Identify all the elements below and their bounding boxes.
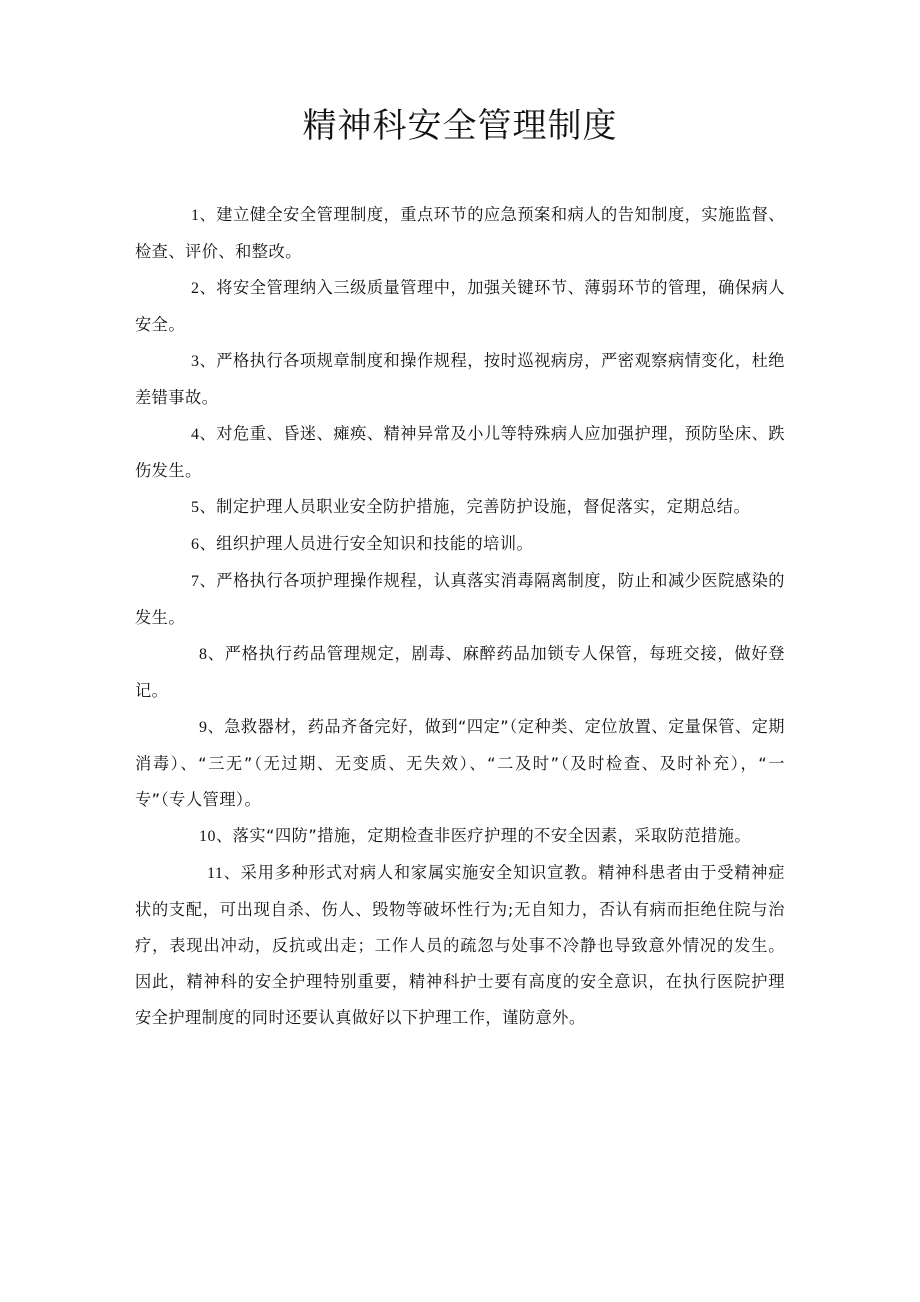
paragraph-text: 、对危重、昏迷、瘫痪、精神异常及小儿等特殊病人应加强护理，预防坠床、跌伤发生。 [135, 424, 785, 480]
paragraph-number: 4 [191, 426, 200, 443]
paragraph-1 [135, 197, 785, 270]
paragraph-number: 10 [199, 828, 216, 845]
paragraph-number: 6 [191, 536, 200, 553]
paragraph-8 [135, 636, 785, 709]
paragraph-7 [135, 563, 785, 636]
paragraph-number: 1 [191, 207, 200, 224]
paragraph-number: 3 [191, 353, 200, 370]
paragraph-text: 、严格执行各项规章制度和操作规程，按时巡视病房，严密观察病情变化，杜绝差错事故。 [135, 351, 785, 407]
paragraph-11 [135, 855, 785, 1036]
paragraph-text: 、严格执行药品管理规定，剧毒、麻醉药品加锁专人保管，每班交接，做好登记。 [135, 644, 785, 700]
document-title: 精神科安全管理制度 [302, 106, 618, 146]
paragraph-text: 、落实“四防”措施，定期检查非医疗护理的不安全因素，采取防范措施。 [216, 826, 752, 845]
paragraph-number: 9 [199, 719, 208, 736]
paragraph-2 [135, 270, 785, 343]
paragraph-text: 、严格执行各项护理操作规程，认真落实消毒隔离制度，防止和减少医院感染的发生。 [135, 571, 785, 627]
paragraph-3 [135, 343, 785, 416]
paragraph-number: 2 [191, 280, 200, 297]
paragraph-text: 、组织护理人员进行安全知识和技能的培训。 [199, 534, 534, 553]
paragraph-number: 5 [191, 499, 200, 516]
paragraph-number: 8 [199, 646, 208, 663]
paragraph-number: 11 [207, 865, 224, 882]
paragraph-4 [135, 416, 785, 489]
paragraph-text: 、制定护理人员职业安全防护措施，完善防护设施，督促落实，定期总结。 [199, 497, 751, 516]
paragraph-text: 、急救器材，药品齐备完好，做到“四定”（定种类、定位放置、定量保管、定期消毒）、“三无”（无过期、无变质、无失效）、“二及时”（及时检查、及时补充），“一专”（专人管理）。 [135, 717, 785, 809]
paragraph-6 [135, 526, 785, 563]
document-body [135, 197, 785, 1036]
paragraph-10 [135, 818, 785, 855]
paragraph-text: 、采用多种形式对病人和家属实施安全知识宣教。精神科患者由于受精神症状的支配，可出现自杀、伤人、毁物等破坏性行为;无自知力，否认有病而拒绝住院与治疗，表现出冲动，反抗或出走；工作人员的疏忽与处事不冷静也导致意外情况的发生。因此，精神科的安全护理特别重要，精神科护士要有高度的安全意识，在执行医院护理安全护理制度的同时还要认真做好以下护理工作，谨防意外。 [135, 863, 785, 1027]
paragraph-number: 7 [191, 573, 200, 590]
paragraph-text: 、建立健全安全管理制度，重点环节的应急预案和病人的告知制度，实施监督、检查、评价、和整改。 [135, 205, 785, 261]
paragraph-9 [135, 709, 785, 818]
paragraph-text: 、将安全管理纳入三级质量管理中，加强关键环节、薄弱环节的管理，确保病人安全。 [135, 278, 785, 334]
paragraph-5 [135, 489, 785, 526]
